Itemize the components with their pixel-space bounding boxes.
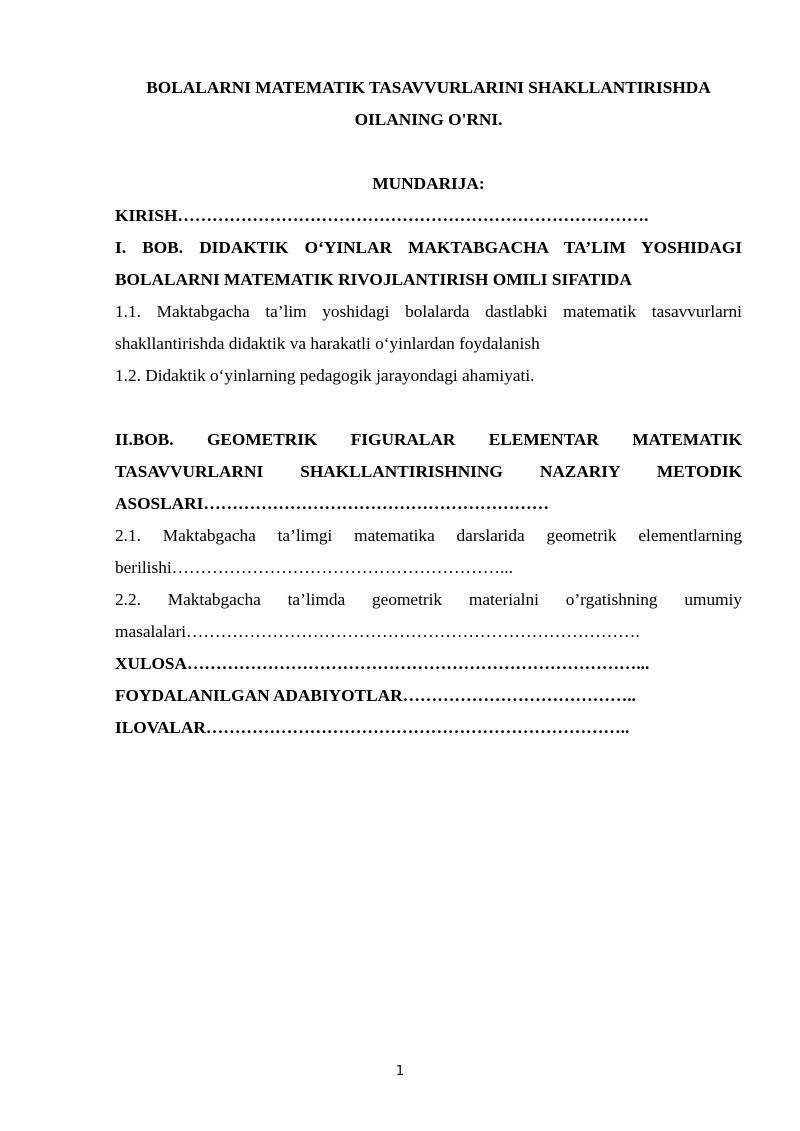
toc-entry-1-1-line-2: shakllantirishda didaktik va harakatli o‘yinlardan foydalanish [115,334,540,353]
toc-entry-chapter-1-line-2: BOLALARNI MATEMATIK RIVOJLANTIRISH OMILI SIFATIDA [115,270,632,289]
title-line-1: BOLALARNI MATEMATIK TASAVVURLARINI SHAKLLANTIRISHDA [146,78,711,97]
page-number: 1 [395,1064,405,1079]
toc-entry-chapter-2-line-1: II.BOB. GEOMETRIK FIGURALAR ELEMENTAR MATEMATIK [115,430,742,449]
toc-entry-ilovalar: ILOVALAR……………………………………………………………….. [115,718,630,737]
table-of-contents [115,200,742,744]
toc-entry-chapter-1-line-1: I. BOB. DIDAKTIK O‘YINLAR MAKTABGACHA TA’LIM YOSHIDAGI [115,238,742,257]
toc-entry-chapter-2-line-3: ASOSLARI…………………………………………………… [115,494,549,513]
document-title [115,72,742,136]
toc-entry-2-2-line-2: masalalari……………………………………………………………………. [115,622,640,641]
toc-heading: MUNDARIJA: [372,174,485,193]
page-content [115,72,742,744]
toc-entry-chapter-2-line-2: TASAVVURLARNI SHAKLLANTIRISHNING NAZARIY METODIK [115,462,742,481]
toc-entry-2-1-line-1: 2.1. Maktabgacha ta’limgi matematika darslarida geometrik elementlarning [115,526,742,545]
toc-entry-1-2: 1.2. Didaktik o‘yinlarning pedagogik jarayondagi ahamiyati. [115,366,535,385]
toc-entry-2-2-line-1: 2.2. Maktabgacha ta’limda geometrik materialni o’rgatishning umumiy [115,590,742,609]
toc-entry-2-1-line-2: berilishi…………………………………………………... [115,558,513,577]
title-line-2: OILANING O'RNI. [354,110,503,129]
toc-entry-kirish: KIRISH………………………………………………………………………. [115,206,649,225]
section-spacer [115,392,742,424]
toc-entry-1-1-line-1: 1.1. Maktabgacha ta’lim yoshidagi bolalarda dastlabki matematik tasavvurlarni [115,302,742,321]
toc-entry-xulosa: XULOSA……………………………………………………………………... [115,654,650,673]
toc-entry-adabiyotlar: FOYDALANILGAN ADABIYOTLAR………………………………….. [115,686,636,705]
